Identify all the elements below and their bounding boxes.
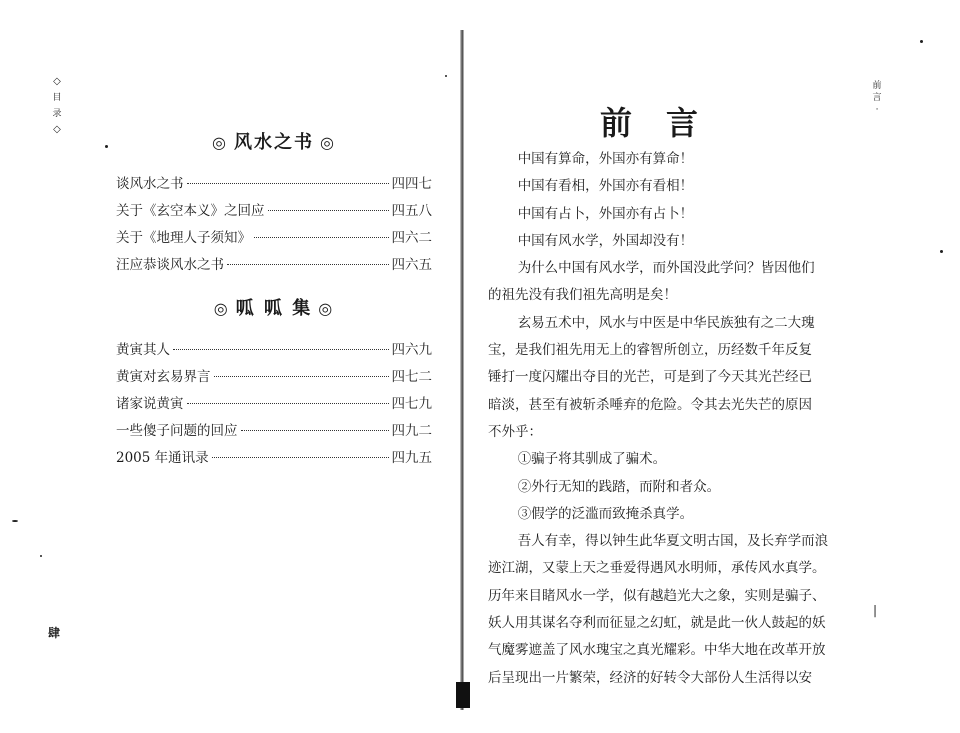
toc-entry[interactable] [116, 172, 432, 199]
diamond-icon: · [875, 105, 879, 115]
toc-entry-page: 四六九 [391, 342, 432, 358]
body-line: 吾人有幸，得以钟生此华夏文明古国，及长弃学而浪 [517, 533, 829, 550]
body-line: 中国有风水学，外国却没有！ [517, 232, 694, 249]
page-number: 肆 [48, 626, 61, 640]
leader-dots [241, 430, 389, 431]
diamond-icon: ◇ [53, 76, 61, 87]
body-line: 历年来目睹风水一学，似有越趋光大之象，实则是骗子、 [488, 587, 826, 604]
body-line: 中国有看相，外国亦有看相！ [517, 178, 694, 195]
scan-speck [40, 555, 42, 557]
right-running-head [870, 80, 884, 116]
body-line: ①骗子将其驯成了骗术。 [517, 451, 667, 468]
body-line: 为什么中国有风水学，而外国没此学问？皆因他们 [517, 260, 815, 277]
body-line: 妖人用其谋名夺利而征显之幻虹，就是此一伙人鼓起的妖 [488, 615, 826, 632]
toc-section-title: ◎ 呱 呱 集 ◎ [213, 298, 335, 319]
left-running-head [50, 76, 64, 136]
toc-entry-label: 黄寅其人 [116, 342, 170, 358]
scan-speck [105, 145, 108, 148]
body-line: 气魔雾遮盖了风水瑰宝之真光耀彩。中华大地在改革开放 [488, 642, 826, 659]
toc-entry[interactable] [116, 338, 432, 365]
toc-entry-label: 关于《玄空本义》之回应 [116, 203, 265, 219]
scan-speck [940, 250, 943, 253]
toc-entry[interactable] [116, 199, 432, 226]
scan-speck [920, 40, 923, 43]
leader-dots [187, 403, 389, 404]
toc-entry[interactable] [116, 419, 432, 446]
body-line: 的祖先没有我们祖先高明是矣！ [488, 287, 677, 304]
toc-entry-page: 四四七 [391, 176, 432, 192]
toc-entry[interactable] [116, 253, 432, 280]
preface-body [488, 146, 858, 692]
toc-entry[interactable] [116, 365, 432, 392]
toc-entry-page: 四九五 [391, 450, 432, 466]
body-line: 暗淡，甚至有被斩杀唾弃的危险。令其去光失芒的原因 [488, 396, 812, 413]
body-line: 锤打一度闪耀出夺目的光芒，可是到了今天其光芒经已 [488, 369, 812, 386]
toc-entry-page: 四五八 [391, 203, 432, 219]
double-circle-icon: ◎ [320, 133, 336, 152]
double-circle-icon: ◎ [212, 133, 228, 152]
toc-entry-label: 关于《地理人子须知》 [116, 230, 251, 246]
body-line: ③假学的泛滥而致掩杀真学。 [517, 505, 694, 522]
body-line: 中国有占卜，外国亦有占卜！ [517, 205, 694, 222]
toc-entry-label: 诸家说黄寅 [116, 396, 184, 412]
toc-entry-label: 一些傻子问题的回应 [116, 423, 238, 439]
double-circle-icon: ◎ [213, 299, 230, 318]
gutter-shadow [456, 682, 470, 708]
diamond-icon: ◇ [53, 124, 61, 135]
running-head-char: 前 [872, 81, 882, 91]
toc-entry-label: 谈风水之书 [116, 176, 184, 192]
scan-speck [445, 75, 447, 77]
leader-dots [187, 183, 389, 184]
running-head-char: 录 [52, 109, 62, 119]
body-line: 不外乎： [488, 423, 542, 440]
toc-entry-page: 四六五 [391, 257, 432, 273]
toc-entry-label: 汪应恭谈风水之书 [116, 257, 224, 273]
leader-dots [173, 349, 389, 350]
toc-entry[interactable] [116, 392, 432, 419]
toc-section-title: ◎ 风水之书 ◎ [212, 132, 336, 153]
toc-list [116, 172, 432, 280]
toc-entry-page: 四九二 [391, 423, 432, 439]
toc-entry-page: 四六二 [391, 230, 432, 246]
book-gutter [460, 30, 464, 710]
leader-dots [214, 376, 389, 377]
body-line: 中国有算命，外国亦有算命！ [517, 151, 694, 167]
scan-speck [12, 520, 18, 522]
body-line: 玄易五术中，风水与中医是中华民族独有之二大瑰 [517, 314, 815, 331]
toc-entry-page: 四七二 [391, 369, 432, 385]
body-line: 后呈现出一片繁荣，经济的好转令大部份人生活得以安 [488, 669, 812, 686]
running-head-char: 言 [872, 93, 882, 103]
running-head-char: 目 [52, 93, 62, 103]
leader-dots [227, 264, 389, 265]
double-circle-icon: ◎ [318, 299, 335, 318]
leader-dots [268, 210, 389, 211]
body-line: 宝，是我们祖先用无上的睿智所创立，历经数千年反复 [488, 342, 812, 359]
page-title: 前言 [600, 104, 733, 142]
body-line: 迹江湖，又蒙上天之垂爱得遇风水明师，承传风水真学。 [488, 560, 826, 577]
toc-list [116, 338, 432, 473]
toc-entry-page: 四七九 [391, 396, 432, 412]
margin-mark: | [873, 603, 878, 617]
body-line: ②外行无知的践踏，而附和者众。 [517, 478, 721, 495]
leader-dots [212, 457, 389, 458]
toc-entry-label: 2005 年通讯录 [116, 450, 209, 466]
toc-entry[interactable] [116, 226, 432, 253]
leader-dots [254, 237, 389, 238]
toc-entry[interactable] [116, 446, 432, 473]
toc-entry-label: 黄寅对玄易界言 [116, 369, 211, 385]
